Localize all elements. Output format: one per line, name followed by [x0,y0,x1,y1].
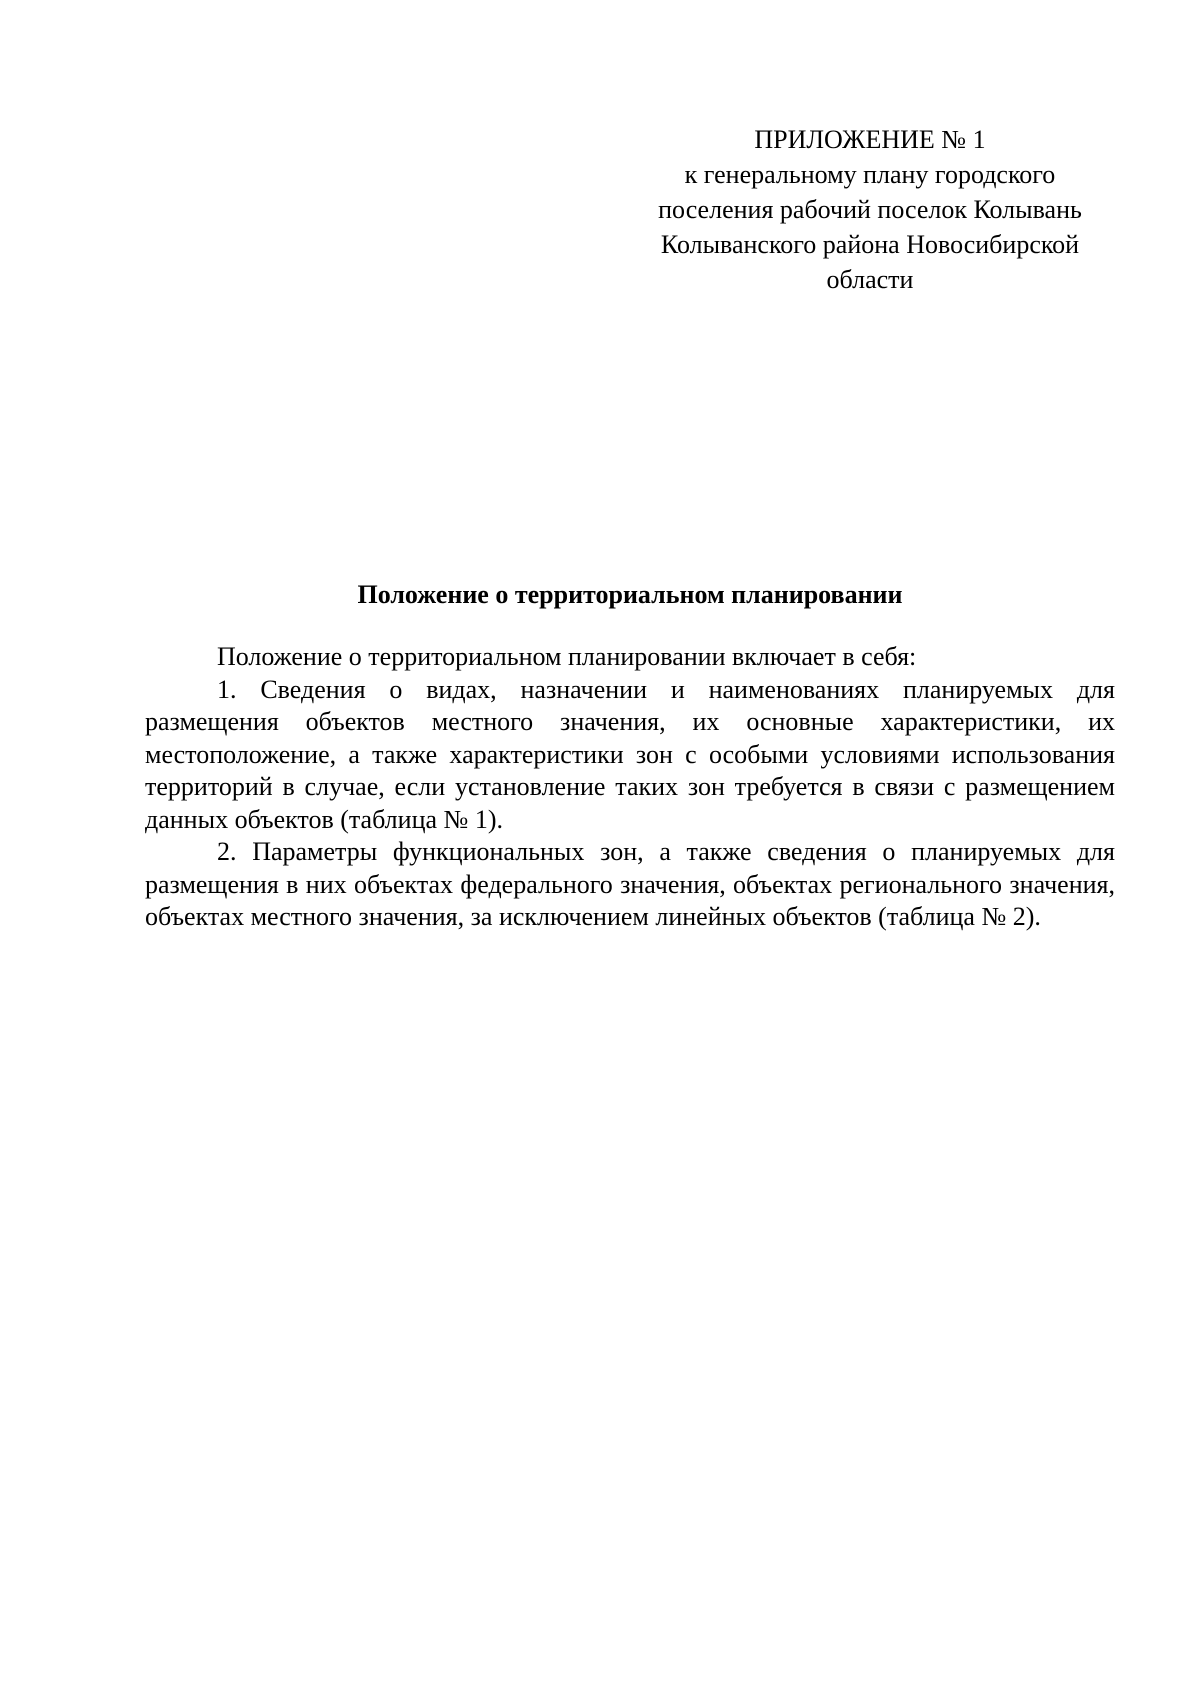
appendix-number: ПРИЛОЖЕНИЕ № 1 [754,125,986,154]
appendix-header [620,122,1120,297]
list-item: 1. Сведения о видах, назначении и наименованиях планируемых для размещения объектов местного значения, их основные характеристики, их местоположение, а также характеристики зон с особыми условиями использования территорий в случае, если установление таких зон требуется в связи с размещением данных объектов (таблица № 1). [145,674,1115,834]
appendix-line: поселения рабочий поселок Колывань [658,195,1082,224]
list-item: 2. Параметры функциональных зон, а также сведения о планируемых для размещения в них объектах федерального значения, объектах регионального значения, объектах местного значения, за исключением линейных объектов (таблица № 2). [145,837,1115,931]
appendix-line: области [826,265,914,294]
appendix-line: Колыванского района Новосибирской [660,230,1080,259]
document-title: Положение о территориальном планировании [357,580,903,609]
document-body [145,641,1115,934]
intro-paragraph: Положение о территориальном планировании включает в себя: [217,642,917,671]
appendix-line: к генеральному плану городского [684,160,1056,189]
